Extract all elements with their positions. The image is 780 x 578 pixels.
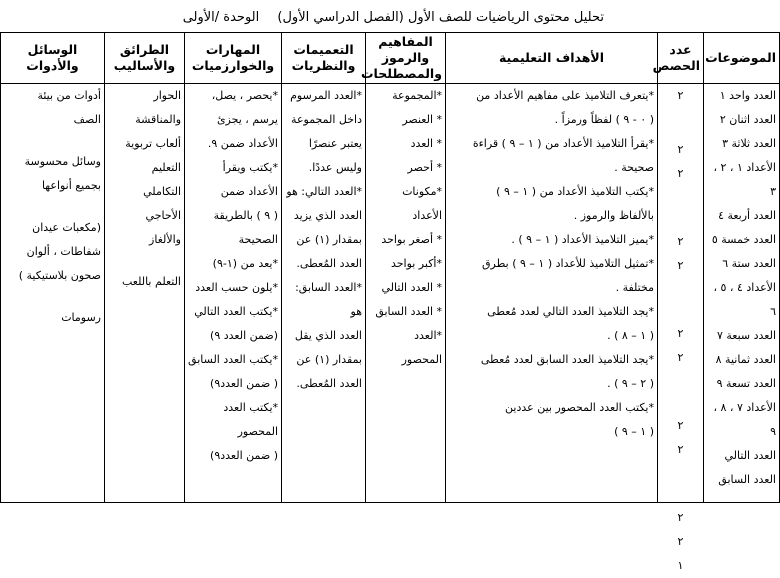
topic-item: الأعداد ٧ ، ٨ ، <box>713 401 776 414</box>
generalization-item: داخل المجموعة <box>291 113 362 126</box>
generalization-item: وليس عددًا. <box>308 161 362 174</box>
title-unit: الوحدة /الأولى <box>182 10 260 25</box>
table-header-row <box>1 33 780 84</box>
topic-item: العدد تسعة ٩ <box>716 377 776 390</box>
tools-cell <box>1 84 105 503</box>
objectives-list <box>449 84 654 502</box>
objective-item: *تمثيل التلاميذ للأعداد ( ١ – ٩ ) بطرق <box>482 257 654 270</box>
concept-item: * أصغر بواحد <box>381 233 442 246</box>
topic-item: الأعداد ٤ ، ٥ ، <box>713 281 776 294</box>
skill-item: المحصور <box>237 425 278 438</box>
period-item: ٢ <box>677 143 684 156</box>
method-item: التعلم باللعب <box>121 275 181 288</box>
topic-item: ٦ <box>770 305 776 318</box>
objective-item: *يجد التلاميذ العدد السابق لعدد مُعطى <box>480 353 654 366</box>
tool-item: رسومات <box>61 311 101 324</box>
skill-item: *يكتب العدد السابق <box>188 353 278 366</box>
tool-item: أدوات من بيئة <box>37 89 101 102</box>
skill-item: الصحيحة <box>238 233 278 246</box>
skill-item: ( ضمن العدد٩) <box>210 377 278 390</box>
concepts-list <box>369 84 442 502</box>
concept-item: *مكونات <box>402 185 442 198</box>
objective-item: ( ١ – ٨ ) . <box>607 329 654 342</box>
objective-item: *يقرأ التلاميذ الأعداد من ( ١ – ٩ ) قراءة <box>472 137 654 150</box>
periods-cell <box>658 84 704 572</box>
method-item: التعليم <box>151 161 181 174</box>
topic-item: ٣ <box>770 185 776 198</box>
period-item: ٢ <box>677 235 684 248</box>
method-item: الحوار <box>153 89 181 102</box>
methods-cell <box>105 84 185 503</box>
period-item: ٢ <box>677 259 684 272</box>
method-item: الأحاجي <box>145 209 181 222</box>
skill-item: (ضمن العدد ٩) <box>210 329 278 342</box>
concept-item: * العدد السابق <box>375 305 442 318</box>
generalization-item: يعتبر عنصرًا <box>308 137 362 150</box>
concept-item: * أحصر <box>407 161 442 174</box>
period-item: ٢ <box>677 443 684 456</box>
topics-list <box>707 84 776 502</box>
topic-item: العدد السابق <box>718 473 776 486</box>
objective-item: *يكتب العدد المحصور بين عددين <box>505 401 654 414</box>
header-topics: الموضوعات <box>704 33 780 84</box>
skill-item: ( ضمن العدد٩) <box>210 449 278 462</box>
objective-item: *يميز التلاميذ الأعداد ( ١ – ٩ ) . <box>511 233 654 246</box>
objective-item: بالألفاظ والرموز . <box>573 209 654 222</box>
skill-item: *يكتب العدد <box>223 401 278 414</box>
generalization-item: العدد الذي يقل <box>294 329 362 342</box>
document-title <box>183 10 604 25</box>
tool-item: صحون بلاستيكية ) <box>18 269 101 282</box>
periods-list <box>661 84 700 572</box>
skill-item: *يعد من (١-٩) <box>212 257 278 270</box>
methods-list <box>108 84 181 502</box>
skill-item: يرسم ، يجزئ <box>216 113 278 126</box>
period-item: ٢ <box>677 327 684 340</box>
topic-item: العدد واحد ١ <box>719 89 776 102</box>
concept-item: المحصور <box>401 353 442 366</box>
generalization-item: *العدد المرسوم <box>290 89 362 102</box>
objective-item: ( ١ – ٩ ) <box>614 425 654 438</box>
method-item: ألعاب تربوية <box>125 137 181 150</box>
method-item: والألغاز <box>149 233 181 246</box>
generalization-item: بمقدار (١) عن <box>296 233 362 246</box>
content-analysis-table <box>0 32 780 572</box>
skill-item: الأعداد ضمن ٩. <box>207 137 278 150</box>
tool-item: الصف <box>73 113 101 126</box>
generalizations-cell <box>282 84 366 503</box>
tool-item: بجميع أنواعها <box>41 179 101 192</box>
concept-item: الأعداد <box>412 209 442 222</box>
objective-item: *يتعرف التلاميذ على مفاهيم الأعداد من <box>476 89 654 102</box>
period-item: ٢ <box>677 167 684 180</box>
objective-item: *يكتب التلاميذ الأعداد من ( ١ – ٩ ) <box>496 185 654 198</box>
tool-item <box>4 198 101 216</box>
skills-list <box>188 84 278 502</box>
period-item: ٢ <box>677 511 684 524</box>
skill-item: *يلون حسب العدد <box>195 281 278 294</box>
tool-item: شفاطات ، ألوان <box>26 245 101 258</box>
header-concepts: المفاهيم والرموز والمصطلحات <box>366 33 446 84</box>
objectives-cell <box>446 84 658 503</box>
title-main: تحليل محتوى الرياضيات للصف الأول (الفصل الدراسي الأول) <box>277 10 604 25</box>
table-body-row <box>1 84 780 503</box>
concepts-cell <box>366 84 446 503</box>
objective-item: صحيحة . <box>614 161 654 174</box>
generalization-item: العدد المُعطى. <box>296 377 362 390</box>
skill-item: *يكتب ويقرأ <box>222 161 278 174</box>
concept-item: * العدد <box>410 137 442 150</box>
concept-item: * العدد التالي <box>381 281 442 294</box>
concept-item: *المجموعة <box>392 89 442 102</box>
method-item: التكاملي <box>143 185 181 198</box>
generalization-item: *العدد السابق: هو <box>295 281 362 318</box>
topic-item: العدد ثلاثة ٣ <box>722 137 776 150</box>
tools-list <box>4 84 101 502</box>
skills-cell <box>185 84 282 503</box>
header-methods: الطرائق والأساليب <box>105 33 185 84</box>
tool-item: وسائل محسوسة <box>24 155 101 168</box>
topic-item: العدد ثمانية ٨ <box>715 353 776 366</box>
topic-item: ٩ <box>770 425 776 438</box>
skill-item: *يحصر ، يصل، <box>211 89 278 102</box>
topic-item: العدد ستة ٦ <box>722 257 776 270</box>
concept-item: *العدد <box>414 329 442 342</box>
topic-item: العدد اثنان ٢ <box>719 113 776 126</box>
generalization-item: بمقدار (١) عن <box>296 353 362 366</box>
topic-item: الأعداد ١ ، ٢ ، <box>713 161 776 174</box>
tool-item <box>4 288 101 306</box>
generalization-item: العدد الذي يزيد <box>293 209 362 222</box>
topic-item: العدد خمسة ٥ <box>711 233 776 246</box>
objective-item: ( ٢ – ٩ ) . <box>607 377 654 390</box>
concept-item: *أكبر بواحد <box>390 257 442 270</box>
topic-item: العدد سبعة ٧ <box>716 329 776 342</box>
objective-item: ( ٠ - ٩ ) لفظاً ورمزاً . <box>554 113 654 126</box>
skill-item: *يكتب العدد التالي <box>194 305 278 318</box>
method-item <box>108 252 181 270</box>
header-generalizations: التعميمات والنظريات <box>282 33 366 84</box>
header-skills: المهارات والخوارزميات <box>185 33 282 84</box>
period-item: ٢ <box>677 419 684 432</box>
tool-item: (مكعبات عيدان <box>32 221 101 234</box>
period-item: ٢ <box>677 351 684 364</box>
generalization-item: العدد المُعطى. <box>296 257 362 270</box>
skill-item: ( ٩ ) بالطريقة <box>213 209 278 222</box>
skill-item: الأعداد ضمن <box>220 185 278 198</box>
objective-item: *يجد التلاميذ العدد التالي لعدد مُعطى <box>487 305 654 318</box>
period-item: ٢ <box>677 535 684 548</box>
method-item: والمناقشة <box>135 113 181 126</box>
header-tools: الوسائل والأدوات <box>1 33 105 84</box>
period-item: ١ <box>677 559 684 572</box>
period-item: ٢ <box>677 89 684 102</box>
concept-item: * العنصر <box>402 113 442 126</box>
header-objectives: الأهداف التعليمية <box>446 33 658 84</box>
topics-cell <box>704 84 780 503</box>
tool-item <box>4 132 101 150</box>
topic-item: العدد التالي <box>724 449 776 462</box>
generalizations-list <box>285 84 362 502</box>
generalization-item: *العدد التالي: هو <box>286 185 362 198</box>
header-periods: عدد الحصص <box>658 33 704 84</box>
objective-item: مختلفة . <box>615 281 654 294</box>
topic-item: العدد أربعة ٤ <box>718 209 776 222</box>
